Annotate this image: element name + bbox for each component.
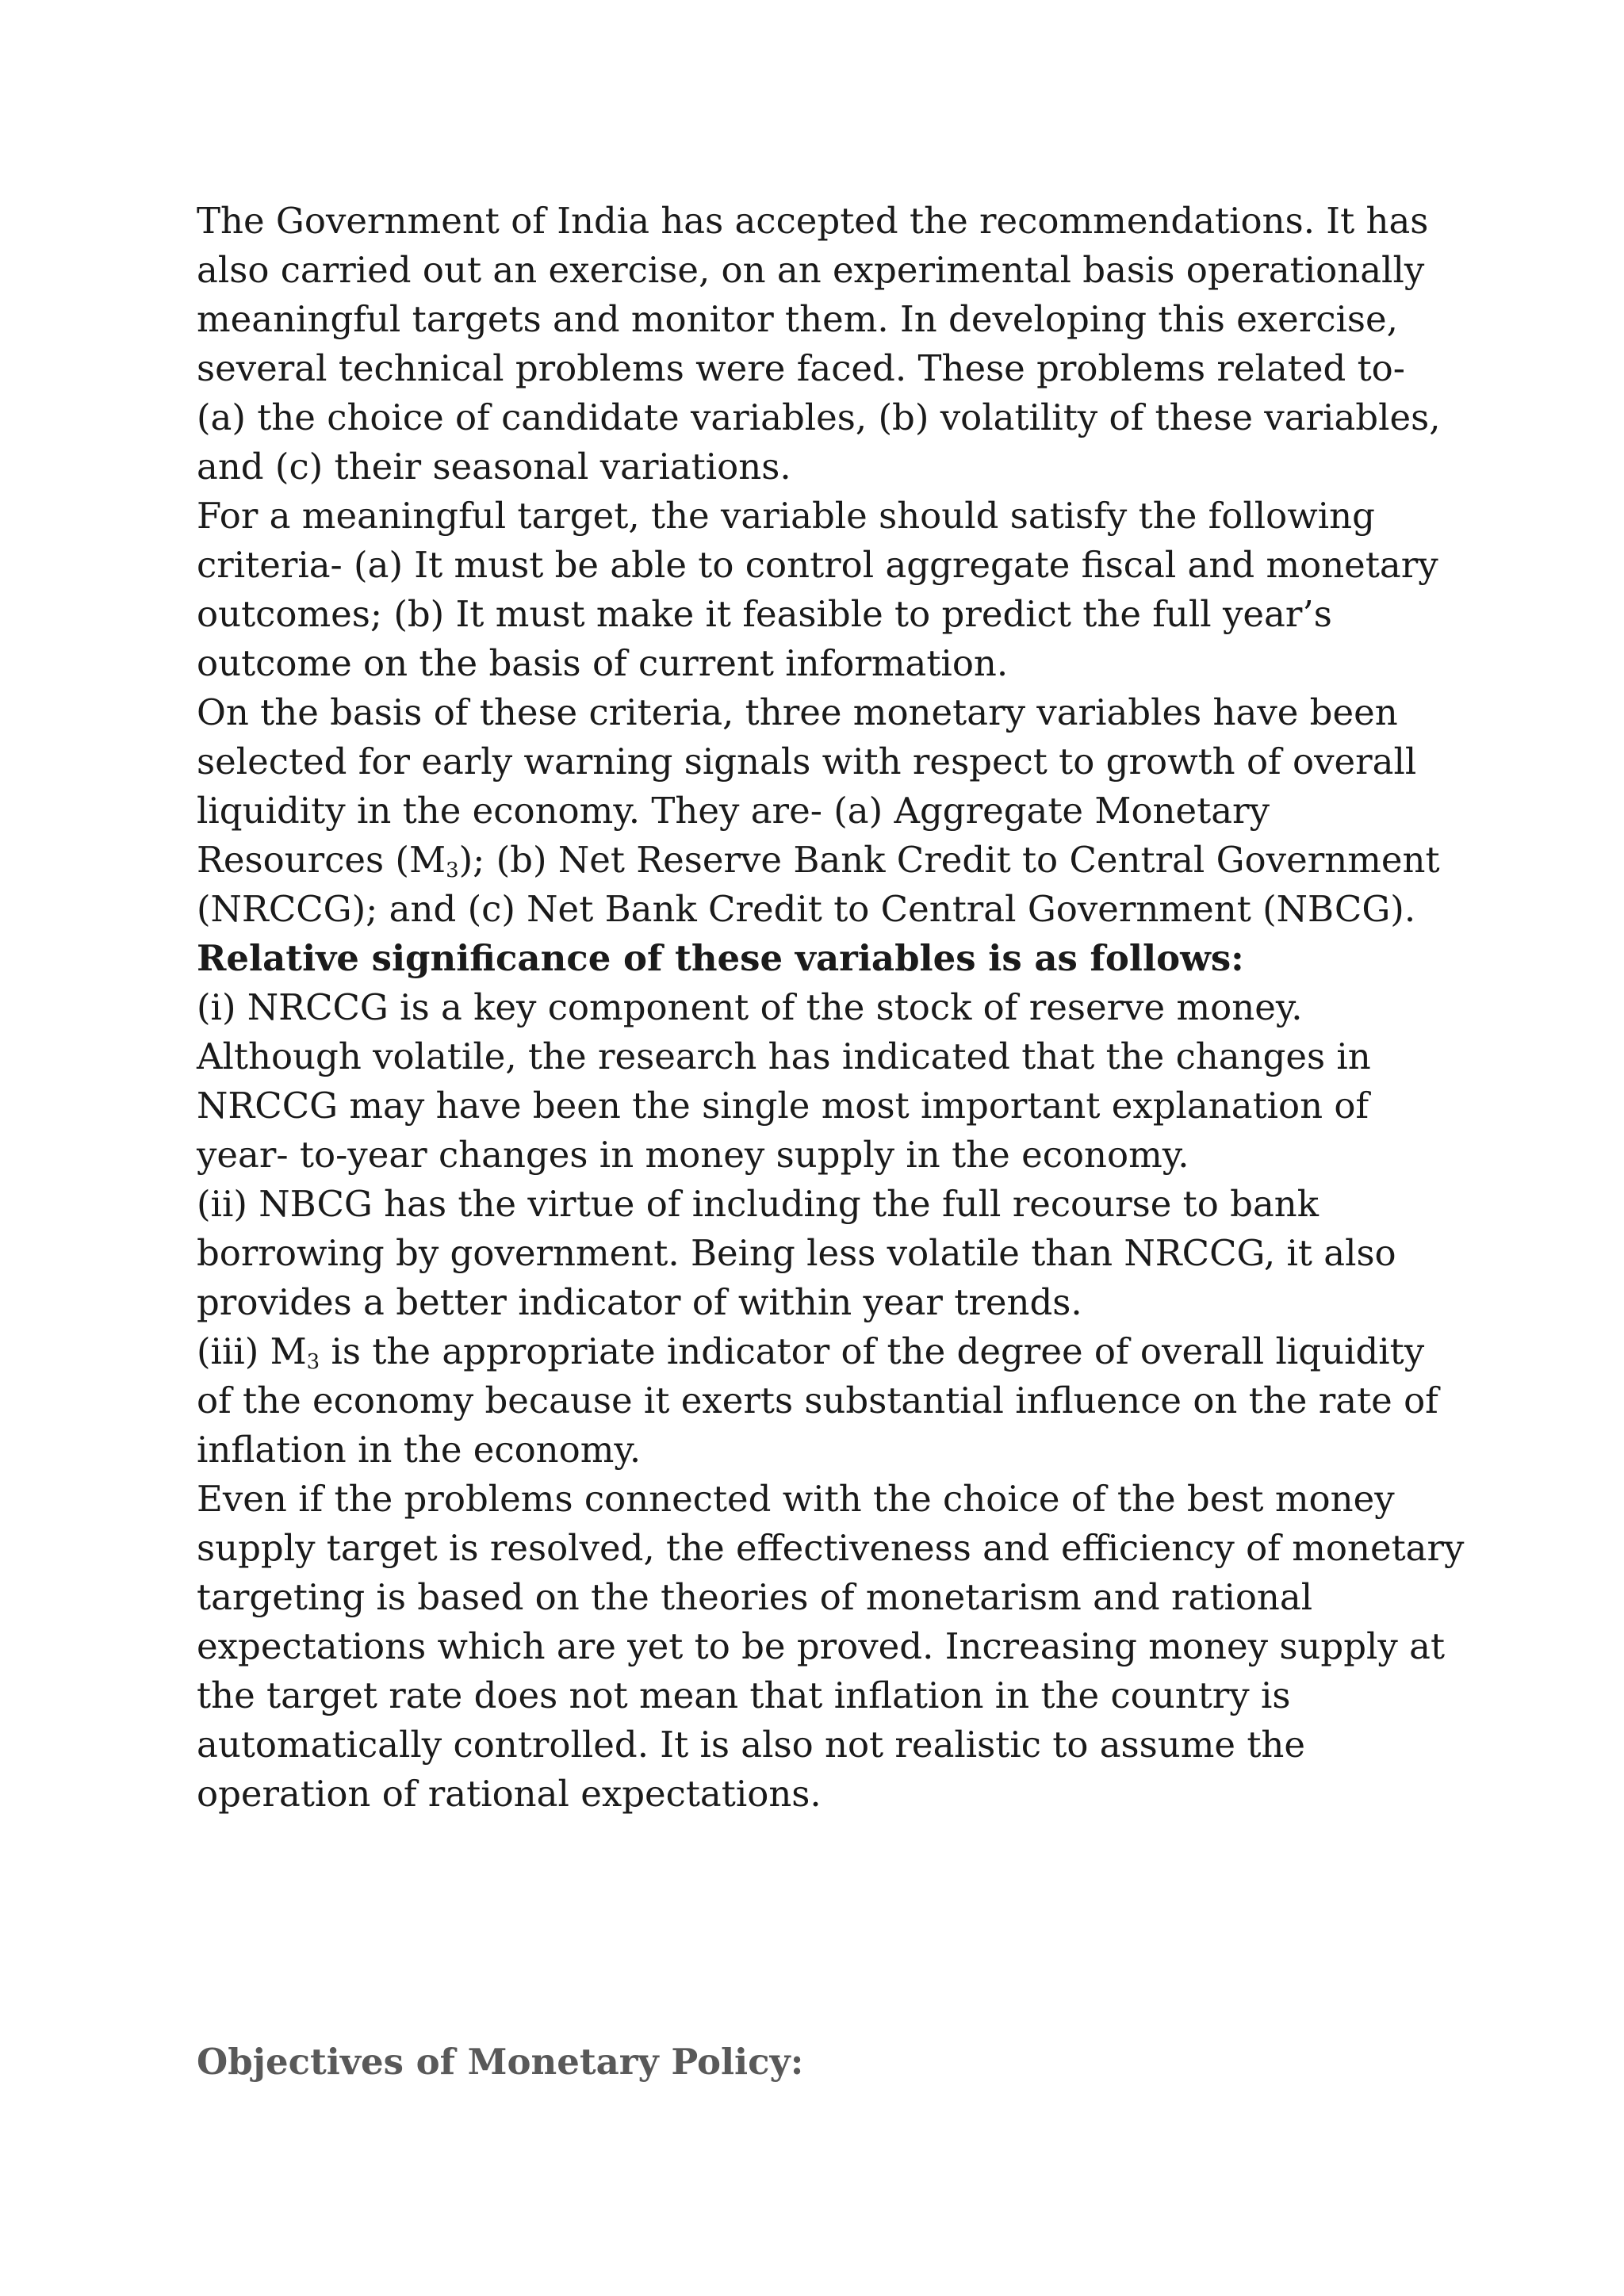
section-heading-objectives: Objectives of Monetary Policy: xyxy=(197,2041,804,2083)
paragraph-closing: Even if the problems connected with the choice of the best money supply target is resolved, the effectiveness and efficiency of monetary targeting is based on the theories of monetarism and rational expectations which are yet to be proved. Increasing money supply at the target rate does not mean that inflation in the country is automatically controlled. It is also not realistic to assume the operation of rational expectations. xyxy=(197,1478,1465,1815)
m3-subscript: 3 xyxy=(306,1350,320,1374)
significance-heading: Relative significance of these variables is as follows: xyxy=(197,937,1244,979)
item-nbcg: (ii) NBCG has the virtue of including the full recourse to bank borrowing by government. Being less volatile than NRCCG, it also provides a better indicator of within year trends. xyxy=(197,1183,1396,1323)
paragraph-monetary-variables xyxy=(197,688,1465,934)
item-m3 xyxy=(197,1327,1465,1475)
item-m3-part1: (iii) M xyxy=(197,1330,307,1372)
paragraph-monetary-variables-part1: On the basis of these criteria, three monetary variables have been selected for early warning signals with respect to growth of overall liquidity in the economy. They are- (a) Aggregate Monetary Resources (M xyxy=(197,691,1417,881)
item-m3-part2: is the appropriate indicator of the degree of overall liquidity of the economy because it exerts substantial influence on the rate of inflation in the economy. xyxy=(197,1330,1438,1471)
item-nrccg: (i) NRCCG is a key component of the stock of reserve money. Although volatile, the research has indicated that the changes in NRCCG may have been the single most important explanation of year- to-year changes in money supply in the economy. xyxy=(197,986,1371,1176)
paragraph-recommendations: The Government of India has accepted the recommendations. It has also carried out an exercise, on an experimental basis operationally meaningful targets and monitor them. In developing this exercise, several technical problems were faced. These problems related to- (a) the choice of candidate variables, (b) volatility of these variables, and (c) their seasonal variations. xyxy=(197,200,1441,488)
paragraph-monetary-variables-part2: ); (b) Net Reserve Bank Credit to Central Government (NRCCG); and (c) Net Bank Credit to Central Government (NBCG). xyxy=(197,839,1440,930)
document-body xyxy=(197,197,1465,1819)
paragraph-meaningful-target: For a meaningful target, the variable should satisfy the following criteria- (a) It must be able to control aggregate fiscal and monetary outcomes; (b) It must make it feasible to predict the full year’s outcome on the basis of current information. xyxy=(197,495,1438,684)
m3-subscript: 3 xyxy=(446,859,459,882)
